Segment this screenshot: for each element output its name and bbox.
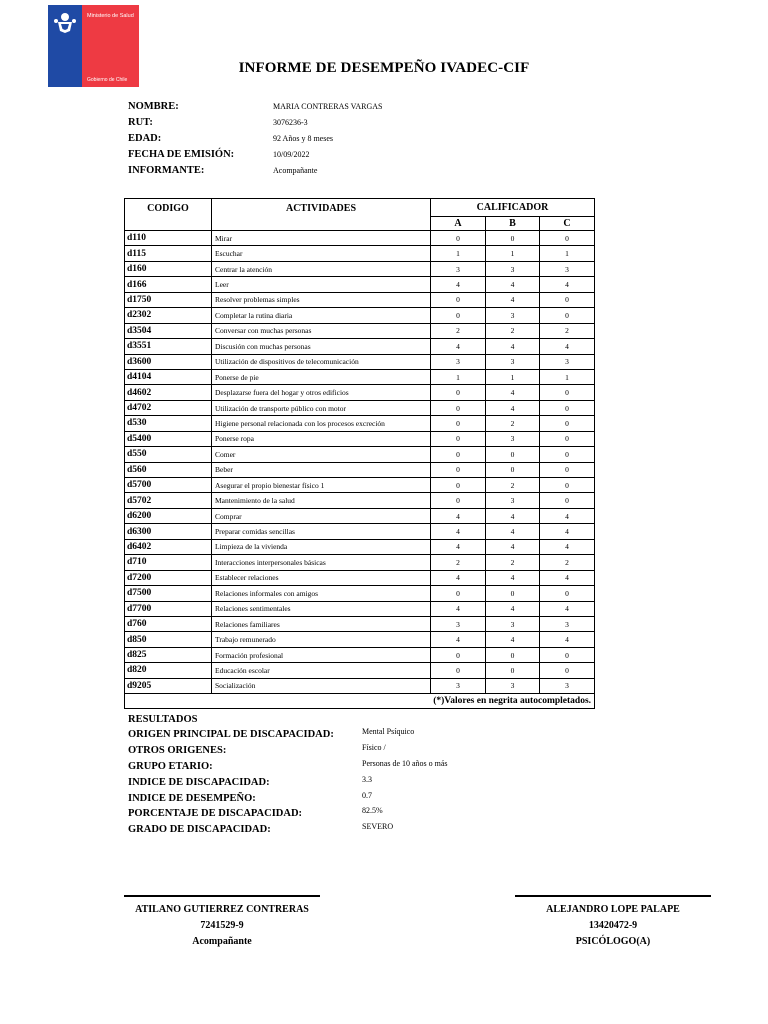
rater-c-value: 3 [540,354,595,369]
table-row [125,385,595,400]
activity-code: d760 [125,616,212,631]
signer-name: ATILANO GUTIERREZ CONTRERAS [135,904,309,915]
rater-a-value: 4 [431,508,486,523]
result-row [128,774,448,790]
rater-c-value: 0 [540,447,595,462]
activity-name: Relaciones familiares [212,616,431,631]
activity-code: d6200 [125,508,212,523]
rater-a-value: 0 [431,385,486,400]
rater-b-value: 0 [486,663,540,678]
activity-code: d1750 [125,292,212,307]
activity-code: d7200 [125,570,212,585]
activity-name: Beber [212,462,431,477]
activity-name: Completar la rutina diaria [212,308,431,323]
activity-code: d3600 [125,354,212,369]
rater-b-value: 4 [486,632,540,647]
rater-b-value: 4 [486,508,540,523]
activity-code: d110 [125,231,212,246]
main-origin-label: ORIGEN PRINCIPAL DE DISCAPACIDAD: [128,729,334,741]
patient-name-label: NOMBRE: [128,100,179,112]
signer-role: Acompañante [192,936,252,947]
activity-code: d550 [125,447,212,462]
activity-name: Interacciones interpersonales básicas [212,555,431,570]
rater-c-value: 0 [540,308,595,323]
rater-a-value: 0 [431,647,486,662]
table-row [125,616,595,631]
rater-b-value: 3 [486,354,540,369]
rater-header: CALIFICADOR [431,199,595,217]
activity-code: d160 [125,261,212,276]
activity-name: Asegurar el propio bienestar físico 1 [212,478,431,493]
rater-b-value: 2 [486,323,540,338]
government-name: Gobierno de Chile [87,77,128,83]
table-row [125,586,595,601]
activity-code: d115 [125,246,212,261]
activity-name: Higiene personal relacionada con los procesos excreción [212,416,431,431]
activity-name: Conversar con muchas personas [212,323,431,338]
table-row [125,277,595,292]
rater-c-value: 0 [540,400,595,415]
table-row [125,261,595,276]
patient-rut-label: RUT: [128,116,153,128]
table-row [125,447,595,462]
age-group-label: GRUPO ETARIO: [128,760,213,772]
table-row [125,231,595,246]
activity-name: Comer [212,447,431,462]
activity-name: Formación profesional [212,647,431,662]
rater-a-value: 0 [431,478,486,493]
rater-a-value: 1 [431,246,486,261]
rater-a-value: 4 [431,524,486,539]
rater-c-value: 0 [540,385,595,400]
rater-c-value: 4 [540,570,595,585]
rater-c-value: 0 [540,663,595,678]
activity-name: Discusión con muchas personas [212,339,431,354]
activity-name: Utilización de transporte público con motor [212,400,431,415]
activity-code: d6300 [125,524,212,539]
rater-b-value: 1 [486,369,540,384]
activity-name: Establecer relaciones [212,570,431,585]
result-row [128,790,448,806]
results-section [128,712,448,838]
rater-a-value: 0 [431,663,486,678]
table-row [125,400,595,415]
rater-c-value: 1 [540,246,595,261]
table-row [125,555,595,570]
rater-c-value: 2 [540,555,595,570]
activity-name: Preparar comidas sencillas [212,524,431,539]
issue-date-value: 10/09/2022 [273,149,310,159]
activity-code: d6402 [125,539,212,554]
rater-c-header: C [540,217,595,231]
disability-index-label: INDICE DE DISCAPACIDAD: [128,776,270,788]
patient-name-value: MARIA CONTRERAS VARGAS [273,101,383,111]
activity-code: d4104 [125,369,212,384]
rater-b-value: 1 [486,246,540,261]
rater-c-value: 3 [540,261,595,276]
rater-c-value: 0 [540,462,595,477]
informant-label: INFORMANTE: [128,164,205,176]
rater-b-value: 3 [486,616,540,631]
activity-name: Utilización de dispositivos de telecomunicación [212,354,431,369]
result-row [128,727,448,743]
rater-b-value: 3 [486,308,540,323]
rater-b-value: 0 [486,647,540,662]
result-row [128,806,448,822]
patient-name-row [128,98,383,114]
activity-code: d820 [125,663,212,678]
rater-a-value: 0 [431,231,486,246]
rater-a-value: 0 [431,400,486,415]
rater-b-header: B [486,217,540,231]
activities-header: ACTIVIDADES [212,199,431,231]
main-origin-value: Mental Psíquico [362,727,415,737]
signer-name: ALEJANDRO LOPE PALAPE [546,904,680,915]
rater-c-value: 3 [540,678,595,693]
rater-b-value: 0 [486,447,540,462]
rater-a-header: A [431,217,486,231]
rater-b-value: 3 [486,261,540,276]
rater-a-value: 3 [431,678,486,693]
activity-code: d4702 [125,400,212,415]
rater-a-value: 3 [431,354,486,369]
report-title: INFORME DE DESEMPEÑO IVADEC-CIF [238,60,530,76]
rater-b-value: 4 [486,570,540,585]
activity-code: d5400 [125,431,212,446]
rater-b-value: 3 [486,493,540,508]
rater-b-value: 2 [486,555,540,570]
table-row [125,246,595,261]
rater-a-value: 0 [431,431,486,446]
rater-a-value: 0 [431,493,486,508]
rater-c-value: 0 [540,292,595,307]
result-row [128,743,448,759]
activity-name: Ponerse ropa [212,431,431,446]
activity-code: d560 [125,462,212,477]
activity-name: Limpieza de la vivienda [212,539,431,554]
activity-name: Resolver problemas simples [212,292,431,307]
informant-value: Acompañante [273,165,318,175]
rater-a-value: 4 [431,539,486,554]
code-header: CODIGO [125,199,212,231]
rater-c-value: 0 [540,431,595,446]
rater-a-value: 1 [431,369,486,384]
patient-info [128,98,383,178]
rater-b-value: 4 [486,339,540,354]
rater-a-value: 4 [431,277,486,292]
ministry-name: Ministerio de Salud [87,13,134,19]
table-row [125,570,595,585]
activities-body [125,231,595,694]
rater-a-value: 4 [431,570,486,585]
signer-rut: 13420472-9 [588,920,638,931]
table-row [125,308,595,323]
issue-date-row [128,146,383,162]
rater-b-value: 4 [486,292,540,307]
rater-a-value: 2 [431,323,486,338]
rater-a-value: 0 [431,308,486,323]
table-row [125,292,595,307]
rater-b-value: 4 [486,524,540,539]
rater-b-value: 2 [486,416,540,431]
rater-a-value: 2 [431,555,486,570]
patient-age-label: EDAD: [128,132,162,144]
other-origins-label: OTROS ORIGENES: [128,745,227,757]
rater-c-value: 4 [540,539,595,554]
rater-c-value: 1 [540,369,595,384]
activity-code: d7700 [125,601,212,616]
rater-a-value: 0 [431,586,486,601]
disability-index-value: 3.3 [362,774,372,784]
activity-name: Ponerse de pie [212,369,431,384]
activity-code: d710 [125,555,212,570]
disability-grade-label: GRADO DE DISCAPACIDAD: [128,824,271,836]
rater-b-value: 4 [486,601,540,616]
signature-informant [124,895,320,950]
informant-row [128,162,383,178]
activity-name: Educación escolar [212,663,431,678]
patient-rut-row [128,114,383,130]
activity-code: d5702 [125,493,212,508]
rater-c-value: 4 [540,524,595,539]
autocomplete-note: (*)Valores en negrita autocompletados. [125,694,595,709]
table-row [125,478,595,493]
table-row [125,354,595,369]
activity-code: d5700 [125,478,212,493]
activity-name: Relaciones sentimentales [212,601,431,616]
performance-index-value: 0.7 [362,790,372,800]
rater-a-value: 0 [431,447,486,462]
rater-b-value: 4 [486,277,540,292]
rater-b-value: 4 [486,539,540,554]
rater-b-value: 4 [486,385,540,400]
table-row [125,647,595,662]
rater-b-value: 3 [486,431,540,446]
activity-name: Escuchar [212,246,431,261]
rater-c-value: 0 [540,586,595,601]
rater-a-value: 0 [431,462,486,477]
rater-c-value: 0 [540,231,595,246]
signature-line [515,895,711,897]
result-row [128,822,448,838]
activity-name: Comprar [212,508,431,523]
activity-name: Mantenimiento de la salud [212,493,431,508]
activity-name: Centrar la atención [212,261,431,276]
rater-c-value: 0 [540,416,595,431]
rater-c-value: 4 [540,339,595,354]
activity-code: d9205 [125,678,212,693]
rater-c-value: 4 [540,277,595,292]
coat-of-arms-icon [52,9,78,35]
rater-a-value: 0 [431,416,486,431]
table-row [125,339,595,354]
table-row [125,416,595,431]
rater-b-value: 4 [486,400,540,415]
table-row [125,493,595,508]
issue-date-label: FECHA DE EMISIÓN: [128,148,235,160]
other-origins-value: Físico / [362,743,386,753]
results-title: RESULTADOS [128,714,198,725]
rater-a-value: 3 [431,261,486,276]
disability-percentage-label: PORCENTAJE DE DISCAPACIDAD: [128,808,303,820]
rater-a-value: 3 [431,616,486,631]
table-row [125,632,595,647]
rater-b-value: 0 [486,586,540,601]
activity-name: Relaciones informales con amigos [212,586,431,601]
activity-name: Desplazarse fuera del hogar y otros edificios [212,385,431,400]
rater-c-value: 2 [540,323,595,338]
rater-a-value: 0 [431,292,486,307]
signer-role: PSICÓLOGO(A) [575,936,651,947]
table-row [125,508,595,523]
disability-percentage-value: 82.5% [362,806,383,816]
activity-code: d850 [125,632,212,647]
patient-rut-value: 3076236-3 [273,117,308,127]
rater-c-value: 4 [540,601,595,616]
rater-c-value: 3 [540,616,595,631]
table-row [125,601,595,616]
rater-c-value: 4 [540,632,595,647]
table-row [125,663,595,678]
table-row [125,678,595,693]
activity-code: d166 [125,277,212,292]
rater-b-value: 3 [486,678,540,693]
rater-c-value: 4 [540,508,595,523]
activity-code: d2302 [125,308,212,323]
activity-code: d3551 [125,339,212,354]
result-row [128,759,448,775]
activity-code: d3504 [125,323,212,338]
patient-age-value: 92 Años y 8 meses [273,133,333,143]
activity-name: Trabajo remunerado [212,632,431,647]
disability-grade-value: SEVERO [362,822,394,832]
rater-c-value: 0 [540,493,595,508]
rater-a-value: 4 [431,601,486,616]
signer-rut: 7241529-9 [200,920,244,931]
performance-index-label: INDICE DE DESEMPEÑO: [128,792,256,804]
activity-name: Socialización [212,678,431,693]
rater-c-value: 0 [540,647,595,662]
activity-name: Leer [212,277,431,292]
activity-code: d4602 [125,385,212,400]
rater-a-value: 4 [431,339,486,354]
signature-professional [515,895,711,950]
rater-a-value: 4 [431,632,486,647]
table-row [125,431,595,446]
table-row [125,524,595,539]
activity-code: d530 [125,416,212,431]
rater-c-value: 0 [540,478,595,493]
activity-name: Mirar [212,231,431,246]
table-row [125,323,595,338]
table-row [125,539,595,554]
rater-b-value: 2 [486,478,540,493]
rater-b-value: 0 [486,231,540,246]
activities-table [124,198,595,709]
age-group-value: Personas de 10 años o más [362,758,448,768]
table-row [125,369,595,384]
rater-b-value: 0 [486,462,540,477]
table-row [125,462,595,477]
patient-age-row [128,130,383,146]
activity-code: d7500 [125,586,212,601]
signature-line [124,895,320,897]
activity-code: d825 [125,647,212,662]
